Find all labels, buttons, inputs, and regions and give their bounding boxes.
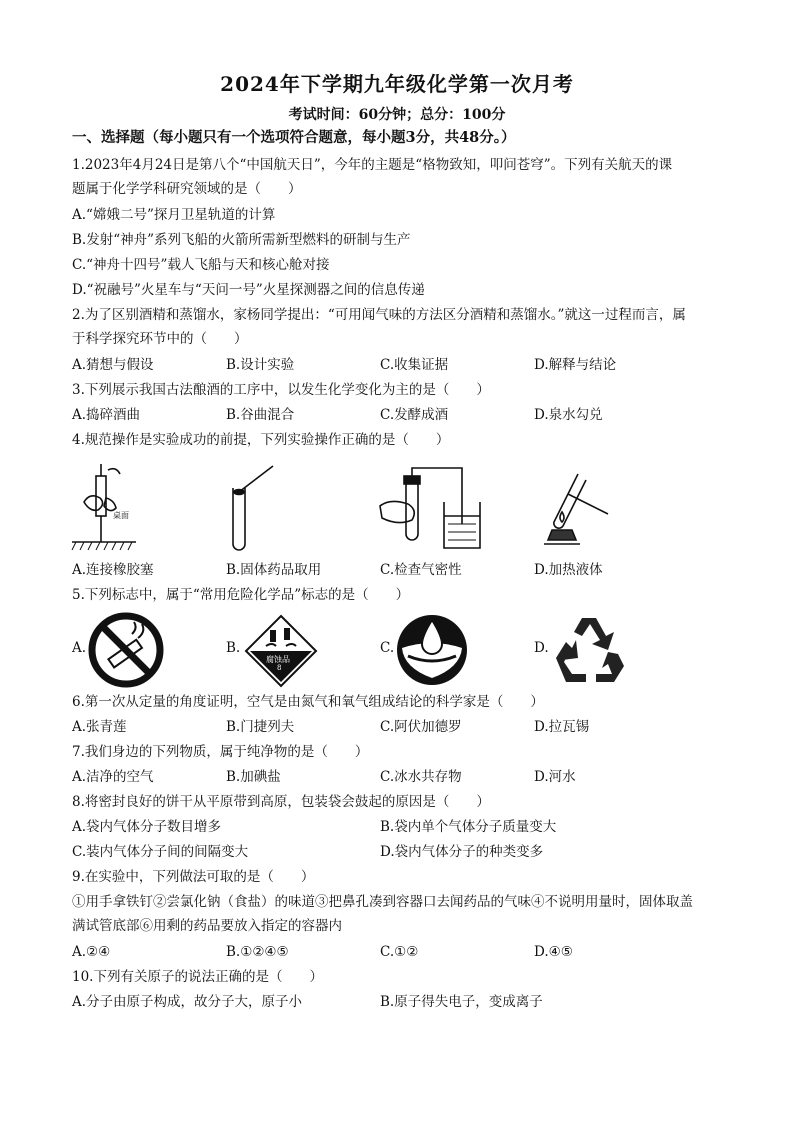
q1-stem-line1: 1.2023年4月24日是第八个“中国航天日”，今年的主题是“格物致知，叩问苍穹”。下列有关航天的课	[72, 157, 673, 173]
q3-option-a: A.捣碎酒曲	[72, 407, 141, 423]
q6-stem: 6.第一次从定量的角度证明，空气是由氮气和氧气组成结论的科学家是（ ）	[72, 694, 544, 710]
q1-stem-line2: 题属于化学学科研究领域的是（ ）	[72, 181, 302, 197]
q2-option-a: A.猜想与假设	[72, 357, 154, 373]
q2-stem-line2: 于科学探究环节中的（ ）	[72, 331, 248, 347]
q7-option-d: D.河水	[534, 769, 576, 785]
q8-stem: 8.将密封良好的饼干从平原带到高原，包装袋会鼓起的原因是（ ）	[72, 794, 490, 810]
q10-stem: 10.下列有关原子的说法正确的是（ ）	[72, 969, 323, 985]
q2-option-d: D.解释与结论	[534, 357, 617, 373]
q3-stem: 3.下列展示我国古法酿酒的工序中，以发生化学变化为主的是（ ）	[72, 382, 490, 398]
q2-option-b: B.设计实验	[226, 357, 295, 373]
q4-figure-c-airtightness-icon	[378, 462, 488, 554]
section-heading: 一、选择题（每小题只有一个选项符合题意，每小题3分，共48分。）	[72, 129, 516, 146]
q5-option-d-label: D.	[534, 640, 549, 656]
q7-option-a: A.洁净的空气	[72, 769, 154, 785]
q5-corrosive-sign-icon	[244, 614, 318, 688]
q2-stem-line1: 2.为了区别酒精和蒸馏水，家杨同学提出：“可用闻气味的方法区分酒精和蒸馏水。”就这一过程而言，属	[72, 307, 686, 323]
page-title: 2024年下学期九年级化学第一次月考	[220, 72, 574, 96]
q1-option-b: B.发射“神舟”系列飞船的火箭所需新型燃料的研制与生产	[72, 232, 411, 248]
q2-option-c: C.收集证据	[380, 357, 449, 373]
q7-option-b: B.加碘盐	[226, 769, 281, 785]
q4-figure-b-test-tube-icon	[225, 462, 285, 554]
q4-figure-d-heating-icon	[538, 470, 618, 554]
q1-option-d: D.“祝融号”火星车与“天问一号”火星探测器之间的信息传递	[72, 282, 425, 298]
q8-option-d: D.袋内气体分子的种类变多	[380, 844, 544, 860]
q6-option-b: B.门捷列夫	[226, 719, 295, 735]
q5-water-saving-sign-icon	[394, 612, 470, 688]
q4-figure-a-stopper-icon	[70, 462, 140, 554]
q8-option-a: A.袋内气体分子数目增多	[72, 819, 222, 835]
q8-option-b: B.袋内单个气体分子质量变大	[380, 819, 557, 835]
q5-corrosive-sign-text: 腐蚀品	[266, 655, 290, 664]
q5-corrosive-sign-number: 8	[277, 664, 282, 672]
q9-option-c: C.①②	[380, 944, 419, 960]
q5-option-c-label: C.	[380, 640, 395, 656]
q9-statements-line1: ①用手拿铁钉②尝氯化钠（食盐）的味道③把鼻孔凑到容器口去闻药品的气味④不说明用量时，固体取盖	[72, 894, 693, 910]
q4-stem: 4.规范操作是实验成功的前提，下列实验操作正确的是（ ）	[72, 432, 450, 448]
q5-no-smoking-icon	[88, 612, 164, 688]
q5-recycle-icon	[552, 614, 626, 686]
q9-option-b: B.①②④⑤	[226, 944, 289, 960]
q4-figure-a-table-label: 桌面	[113, 511, 129, 520]
q4-option-b: B.固体药品取用	[226, 562, 322, 578]
q9-statements-line2: 满试管底部⑥用剩的药品要放入指定的容器内	[72, 918, 342, 934]
q1-option-c: C.“神舟十四号”载人飞船与天和核心舱对接	[72, 257, 330, 273]
q3-option-d: D.泉水勾兑	[534, 407, 603, 423]
q10-option-a: A.分子由原子构成，故分子大，原子小	[72, 994, 303, 1010]
q3-option-c: C.发酵成酒	[380, 407, 449, 423]
q7-stem: 7.我们身边的下列物质，属于纯净物的是（ ）	[72, 744, 369, 760]
page-subtitle: 考试时间：60分钟；总分：100分	[288, 107, 506, 123]
q10-option-b: B.原子得失电子，变成离子	[380, 994, 543, 1010]
q9-option-d: D.④⑤	[534, 944, 573, 960]
q4-option-a: A.连接橡胶塞	[72, 562, 154, 578]
q6-option-d: D.拉瓦锡	[534, 719, 590, 735]
q5-stem: 5.下列标志中，属于“常用危险化学品”标志的是（ ）	[72, 587, 410, 603]
q7-option-c: C.冰水共存物	[380, 769, 462, 785]
q5-option-a-label: A.	[72, 640, 87, 656]
q3-option-b: B.谷曲混合	[226, 407, 295, 423]
q6-option-c: C.阿伏加德罗	[380, 719, 462, 735]
q6-option-a: A.张青莲	[72, 719, 127, 735]
q4-option-d: D.加热液体	[534, 562, 603, 578]
q4-option-c: C.检查气密性	[380, 562, 462, 578]
q5-option-b-label: B.	[226, 640, 241, 656]
q1-option-a: A.“嫦娥二号”探月卫星轨道的计算	[72, 207, 276, 223]
q9-stem: 9.在实验中，下列做法可取的是（ ）	[72, 869, 315, 885]
q8-option-c: C.装内气体分子间的间隔变大	[72, 844, 249, 860]
q9-option-a: A.②④	[72, 944, 111, 960]
